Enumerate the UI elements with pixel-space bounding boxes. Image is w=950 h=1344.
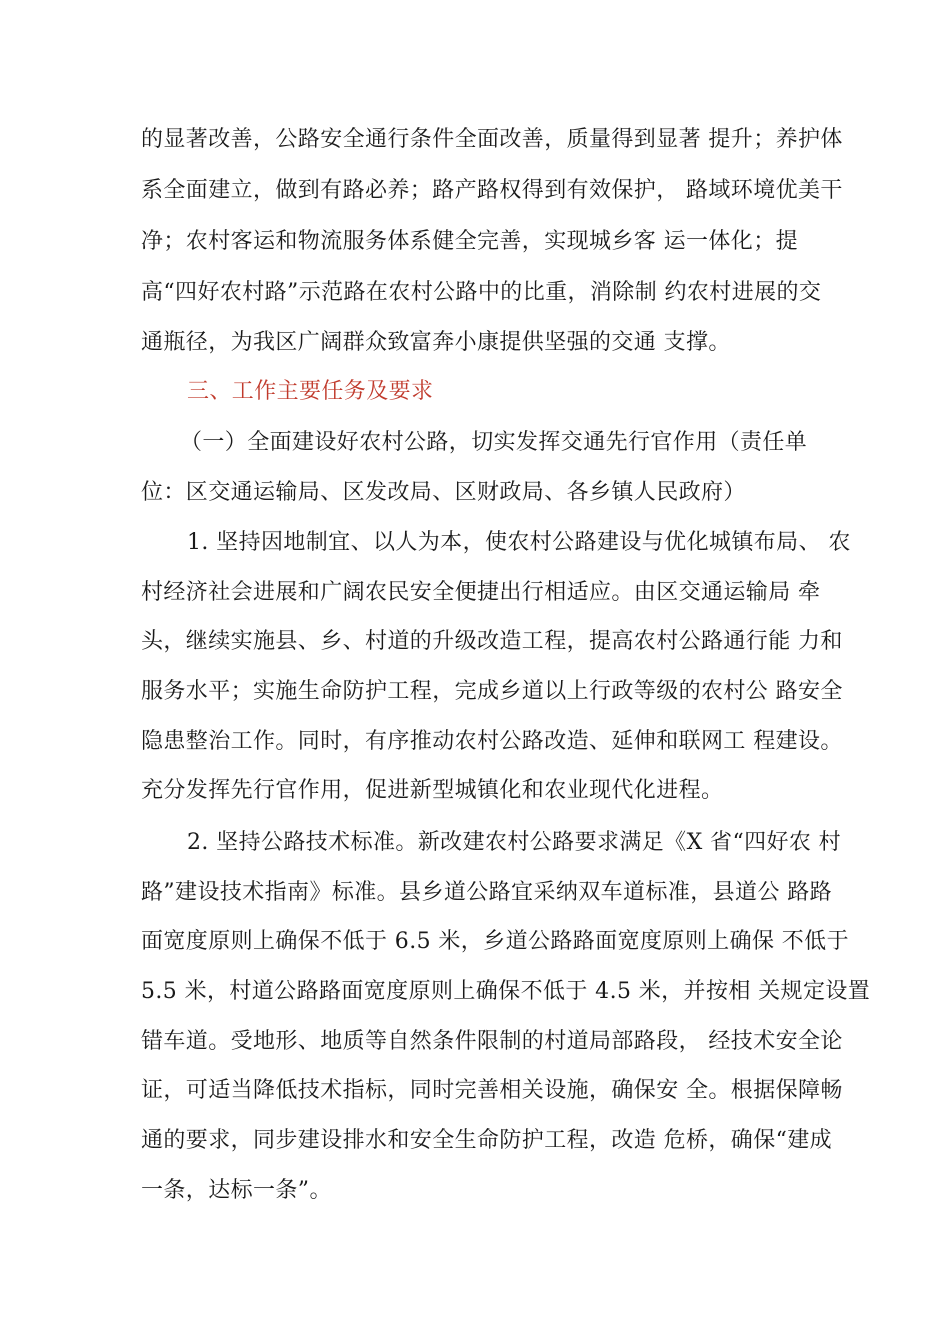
- body-text-line: 系全面建立，做到有路必养；路产路权得到有效保护， 路域环境优美干: [141, 178, 843, 203]
- subsection-heading-cont: 位：区交通运输局、区发改局、区财政局、各乡镇人民政府）: [141, 480, 746, 505]
- item-2-line: 面宽度原则上确保不低于 6.5 米，乡道公路路面宽度原则上确保 不低于: [141, 929, 849, 954]
- body-text-line: 净；农村客运和物流服务体系健全完善，实现城乡客 运一体化；提: [141, 229, 798, 254]
- body-text-line: 通瓶径，为我区广阔群众致富奔小康提供坚强的交通 支撑。: [141, 330, 731, 355]
- item-2-line: 一条，达标一条”。: [141, 1178, 332, 1203]
- item-1-line: 头，继续实施县、乡、村道的升级改造工程，提高农村公路通行能 力和: [141, 629, 843, 654]
- section-heading: 三、工作主要任务及要求: [187, 379, 434, 404]
- item-2-line: 错车道。受地形、地质等自然条件限制的村道局部路段， 经技术安全论: [141, 1029, 843, 1054]
- item-1-line: 1. 坚持因地制宜、以人为本，使农村公路建设与优化城镇布局、 农: [187, 530, 851, 555]
- item-2-line: 路”建设技术指南》标准。县乡道公路宜采纳双车道标准，县道公 路路: [141, 880, 833, 905]
- body-text-line: 的显著改善，公路安全通行条件全面改善，质量得到显著 提升；养护体: [141, 127, 843, 152]
- item-1-line: 充分发挥先行官作用，促进新型城镇化和农业现代化进程。: [141, 778, 724, 803]
- body-text-line: 高“四好农村路”示范路在农村公路中的比重，消除制 约农村进展的交: [141, 280, 822, 305]
- item-1-line: 隐患整治工作。同时，有序推动农村公路改造、延伸和联网工 程建设。: [141, 729, 843, 754]
- item-2-line: 5.5 米，村道公路路面宽度原则上确保不低于 4.5 米，并按相 关规定设置: [141, 979, 871, 1004]
- subsection-heading: （一）全面建设好农村公路，切实发挥交通先行官作用（责任单: [180, 430, 808, 455]
- item-2-line: 证，可适当降低技术指标，同时完善相关设施，确保安 全。根据保障畅: [141, 1078, 843, 1103]
- item-2-line: 2. 坚持公路技术标准。新改建农村公路要求满足《X 省“四好农 村: [187, 830, 842, 855]
- item-1-line: 村经济社会进展和广阔农民安全便捷出行相适应。由区交通运输局 牵: [141, 580, 821, 605]
- item-1-line: 服务水平；实施生命防护工程，完成乡道以上行政等级的农村公 路安全: [141, 679, 843, 704]
- item-2-line: 通的要求，同步建设排水和安全生命防护工程，改造 危桥，确保“建成: [141, 1128, 833, 1153]
